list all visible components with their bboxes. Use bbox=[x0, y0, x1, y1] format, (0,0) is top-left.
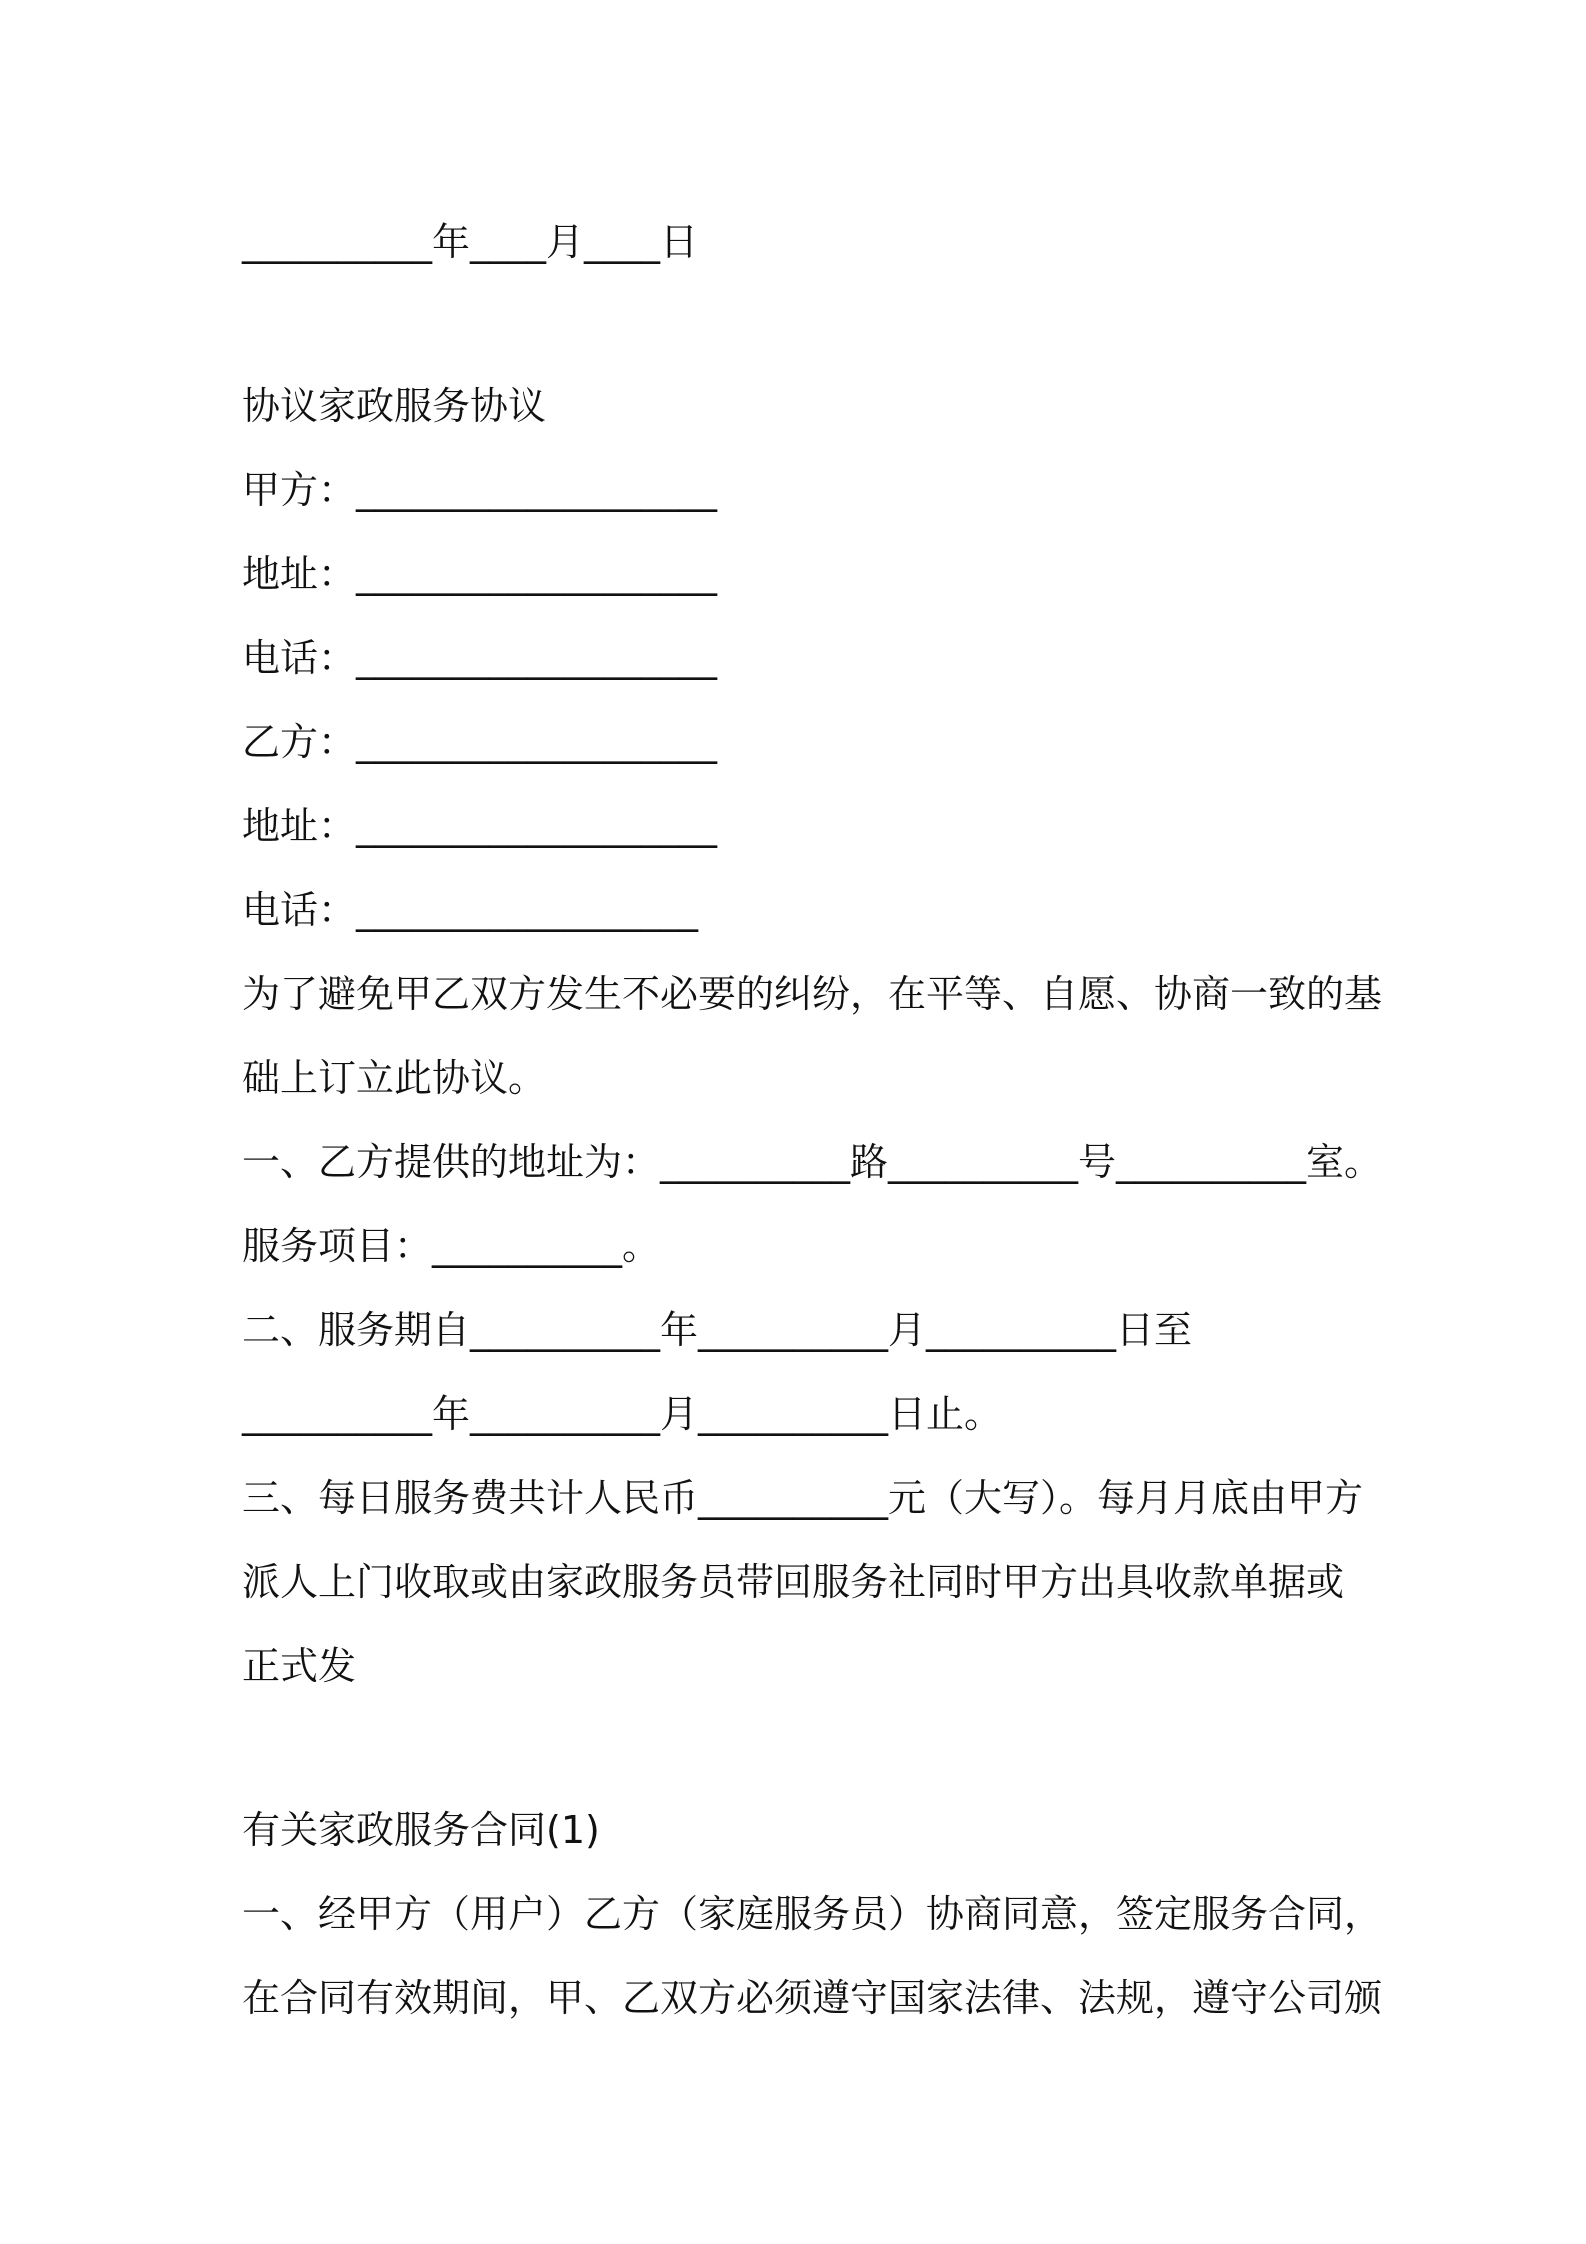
clause-2-line: __________年__________月__________日止。 bbox=[242, 1392, 1003, 1436]
clause-3-line: 派人上门收取或由家政服务员带回服务社同时甲方出具收款单据或 bbox=[242, 1560, 1345, 1604]
clause-3-line: 正式发 bbox=[242, 1644, 357, 1688]
spacer bbox=[242, 284, 1362, 364]
contract-title: 有关家政服务合同(1) bbox=[242, 1808, 600, 1852]
contract-clause-1-line: 在合同有效期间，甲、乙双方必须遵守国家法律、法规，遵守公司颁 bbox=[242, 1976, 1383, 2020]
clause-3-line: 三、每日服务费共计人民币__________元（大写）。每月月底由甲方 bbox=[242, 1476, 1364, 1520]
party-b-line: 乙方：___________________ bbox=[242, 720, 718, 764]
party-b-phone-line: 电话：__________________ bbox=[242, 888, 699, 932]
clause-1-line: 服务项目：__________。 bbox=[242, 1224, 661, 1268]
date-line: __________年____月____日 bbox=[242, 220, 699, 264]
document-page bbox=[242, 200, 1383, 2040]
party-a-address-line: 地址：___________________ bbox=[242, 552, 718, 596]
contract-clause-1-line: 一、经甲方（用户）乙方（家庭服务员）协商同意，签定服务合同， bbox=[242, 1892, 1383, 1936]
clause-2-line: 二、服务期自__________年__________月__________日至 bbox=[242, 1308, 1193, 1352]
intro-paragraph-line: 为了避免甲乙双方发生不必要的纠纷，在平等、自愿、协商一致的基 bbox=[242, 972, 1383, 1016]
party-a-line: 甲方：___________________ bbox=[242, 468, 718, 512]
agreement-title: 协议家政服务协议 bbox=[242, 384, 547, 428]
spacer bbox=[242, 1708, 1362, 1788]
clause-1-line: 一、乙方提供的地址为：__________路__________号__________室。 bbox=[242, 1140, 1383, 1184]
intro-paragraph-line: 础上订立此协议。 bbox=[242, 1056, 547, 1100]
party-b-address-line: 地址：___________________ bbox=[242, 804, 718, 848]
party-a-phone-line: 电话：___________________ bbox=[242, 636, 718, 680]
